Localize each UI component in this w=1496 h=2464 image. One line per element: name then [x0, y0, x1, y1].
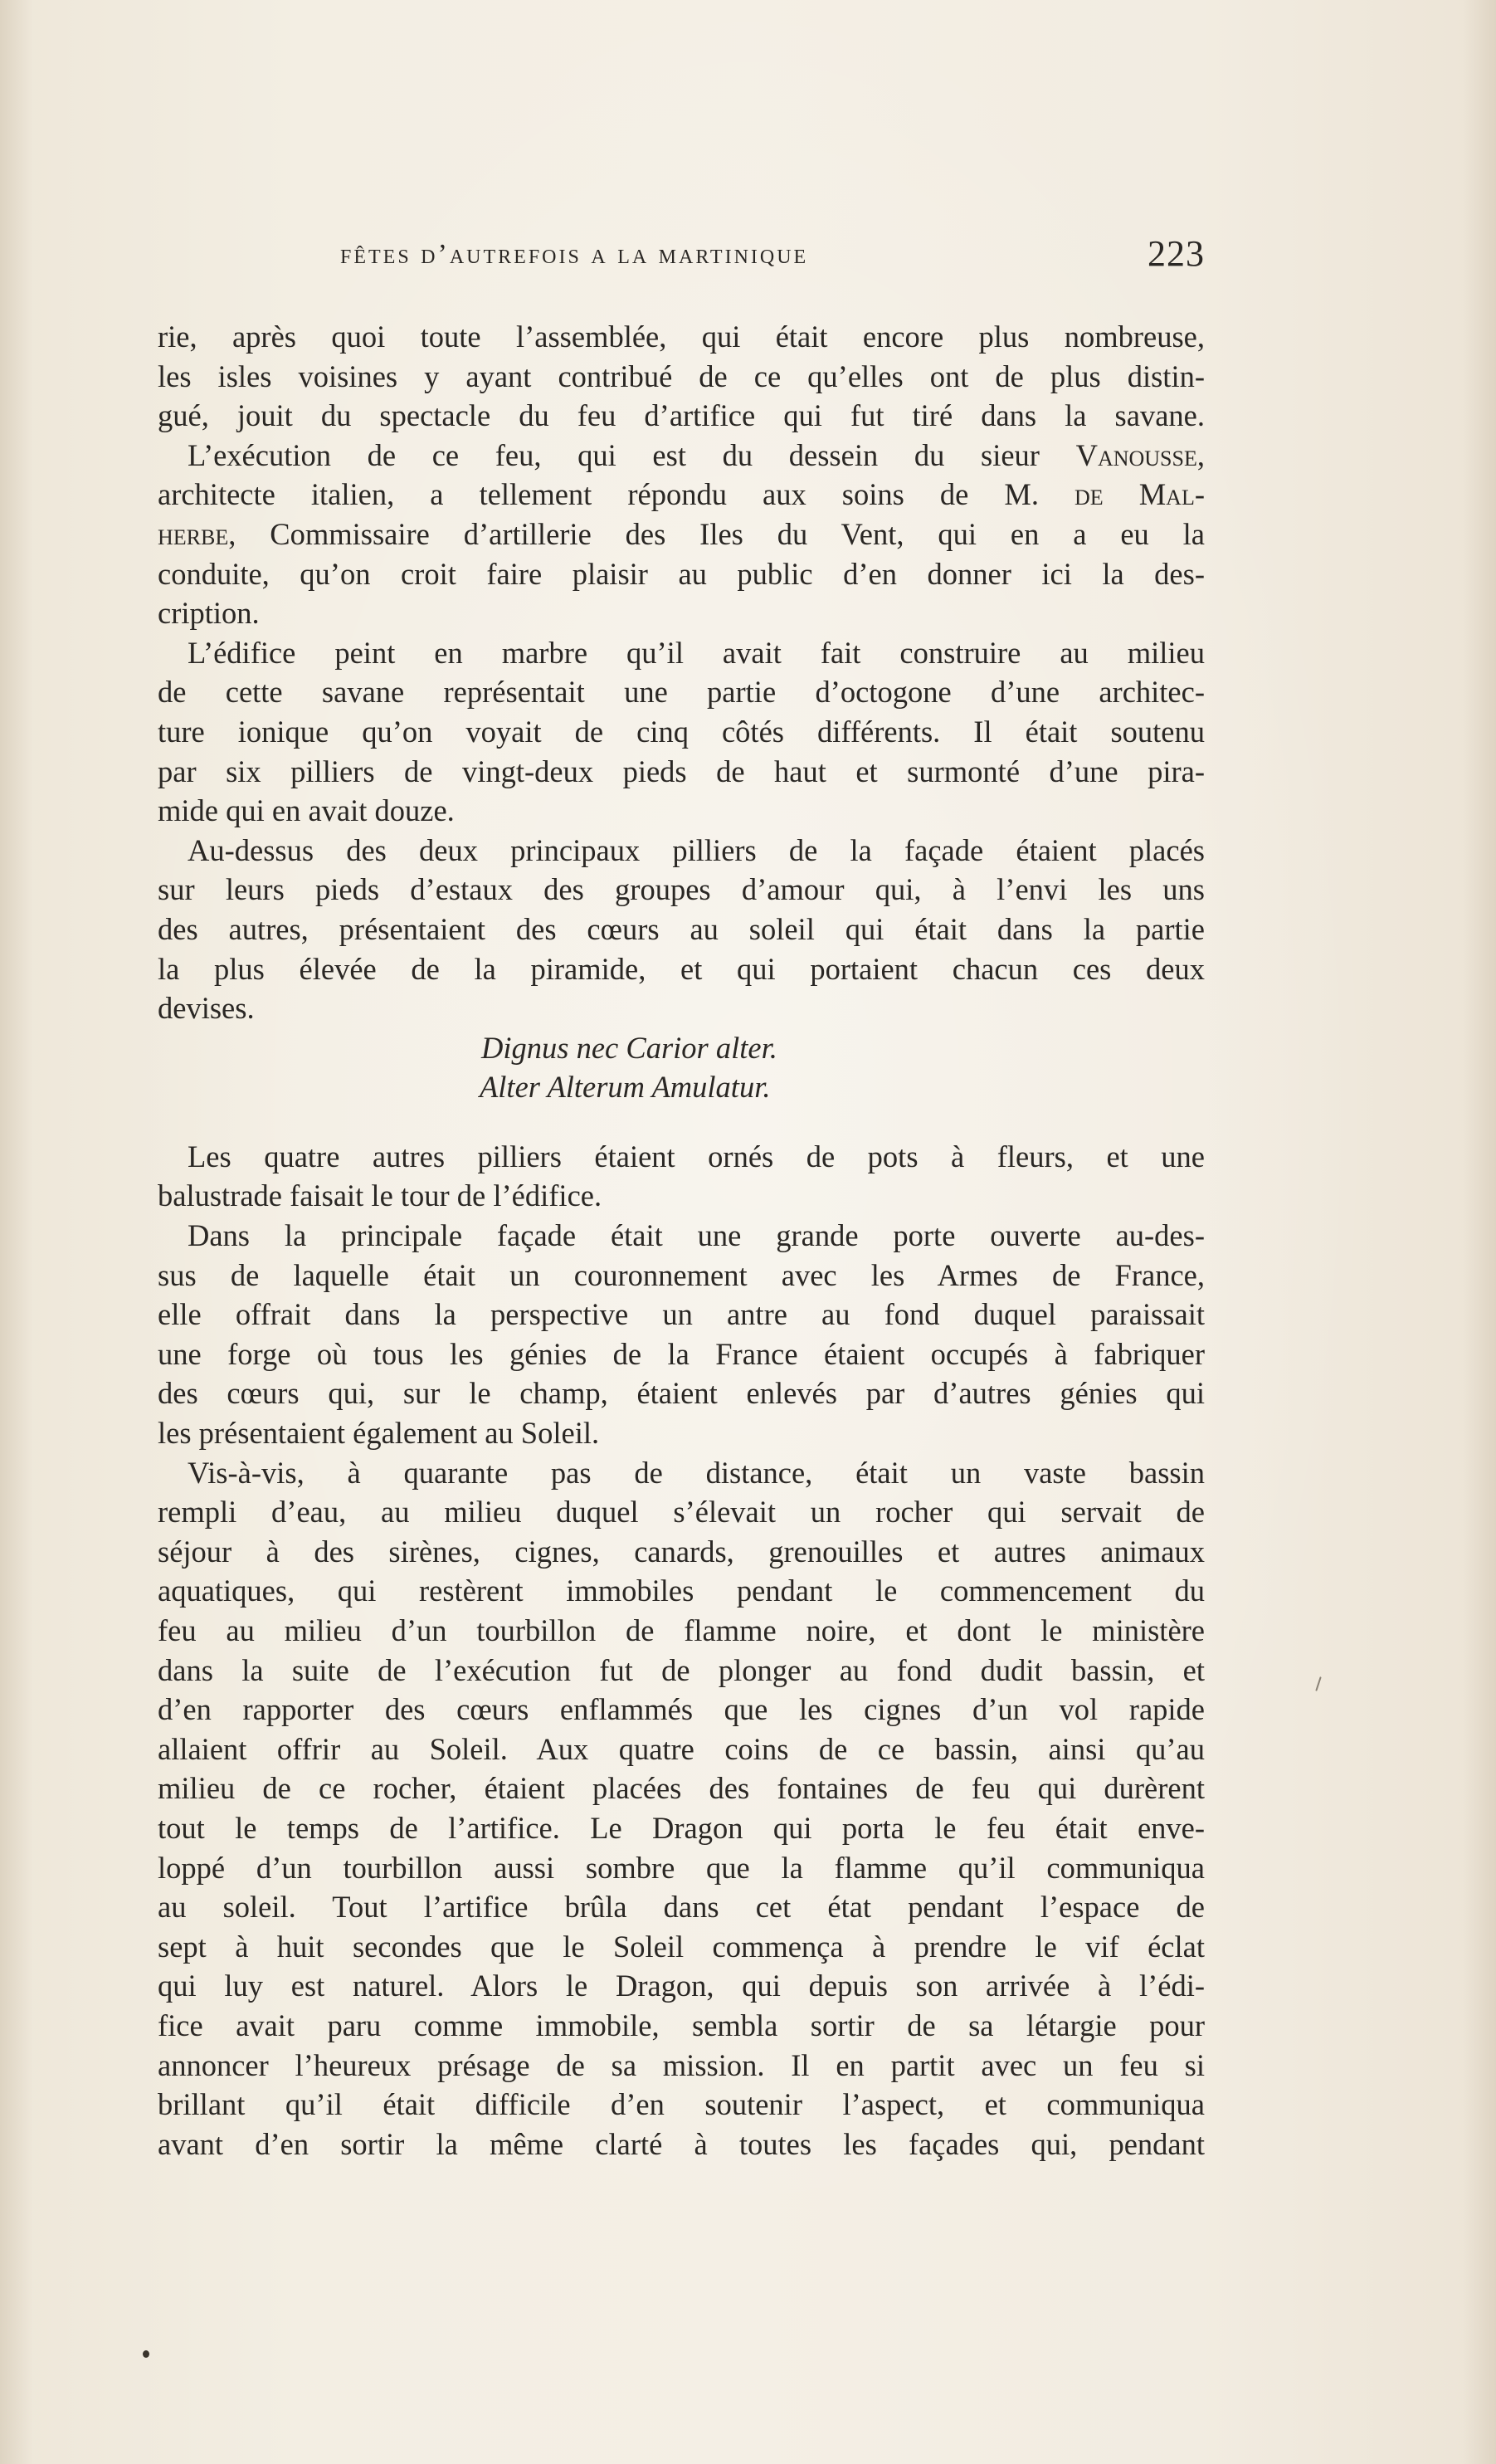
name-de-malherbe-part-2: herbe [158, 516, 229, 551]
text-line: des cœurs qui, sur le champ, étaient enlevés par d’autres génies qui [158, 1376, 1205, 1411]
motto-line: Alter Alterum Amulatur. [480, 1070, 771, 1105]
text-line: de cette savane représentait une partie d’octogone d’une architec- [158, 675, 1205, 710]
text-line: balustrade faisait le tour de l’édifice. [158, 1178, 602, 1213]
text-line: rie, après quoi toute l’assemblée, qui était encore plus nombreuse, [158, 320, 1205, 354]
ink-speck [143, 2350, 149, 2358]
text-line: séjour à des sirènes, cignes, canards, grenouilles et autres animaux [158, 1534, 1205, 1569]
text-line: d’en rapporter des cœurs enflammés que les cignes d’un vol rapide [158, 1692, 1205, 1727]
text-line: Les quatre autres pilliers étaient ornés de pots à fleurs, et une [188, 1139, 1205, 1173]
text-line: conduite, qu’on croit faire plaisir au public d’en donner ici la des- [158, 556, 1205, 591]
text-line: architecte italien, a tellement répondu aux soins de M. de Mal- [158, 477, 1205, 512]
text-line: gué, jouit du spectacle du feu d’artifice qui fut tiré dans la savane. [158, 398, 1205, 433]
text-line: loppé d’un tourbillon aussi sombre que la flamme qu’il communiqua [158, 1850, 1205, 1885]
text-line: dans la suite de l’exécution fut de plonger au fond dudit bassin, et [158, 1652, 1205, 1687]
text-line: feu au milieu d’un tourbillon de flamme noire, et dont le ministère [158, 1613, 1205, 1647]
text-line: Dans la principale façade était une grande porte ouverte au-des- [188, 1218, 1205, 1253]
ink-speck [1315, 1676, 1321, 1691]
text-line: Vis-à-vis, à quarante pas de distance, était un vaste bassin [188, 1455, 1205, 1490]
running-title-apostrophe: ’ [437, 239, 450, 270]
running-title-part-1: fêtes d [340, 239, 438, 270]
running-title-part-2: autrefois a la martinique [449, 239, 809, 270]
text-line: allaient offrir au Soleil. Aux quatre coins de ce bassin, ainsi qu’au [158, 1731, 1205, 1766]
name-vanousse: Vanousse [1075, 437, 1197, 472]
text-line: au soleil. Tout l’artifice brûla dans cet état pendant l’espace de [158, 1890, 1205, 1925]
text-line: fice avait paru comme immobile, sembla sortir de sa létargie pour [158, 2008, 1205, 2042]
text-line: les présentaient également au Soleil. [158, 1416, 600, 1451]
text-line: la plus élevée de la piramide, et qui portaient chacun ces deux [158, 951, 1205, 986]
motto-line: Dignus nec Carior alter. [481, 1030, 777, 1065]
page-number: 223 [1148, 233, 1205, 274]
text-line: sus de laquelle était un couronnement avec les Armes de France, [158, 1257, 1205, 1292]
text-line: des autres, présentaient des cœurs au soleil qui était dans la partie [158, 911, 1205, 946]
left-page-edge-shadow [0, 0, 33, 2464]
text-line: devises. [158, 991, 255, 1026]
running-title [340, 239, 808, 271]
text-line: elle offrait dans la perspective un antre au fond duquel paraissait [158, 1297, 1205, 1332]
text-line: Au-dessus des deux principaux pilliers de la façade étaient placés [188, 832, 1205, 867]
text-line: aquatiques, qui restèrent immobiles pendant le commencement du [158, 1574, 1205, 1608]
text-line: sur leurs pieds d’estaux des groupes d’amour qui, à l’envi les uns [158, 872, 1205, 907]
text-line: une forge où tous les génies de la France étaient occupés à fabriquer [158, 1336, 1205, 1371]
text-line: sept à huit secondes que le Soleil commença à prendre le vif éclat [158, 1929, 1205, 1964]
text-line: L’édifice peint en marbre qu’il avait fait construire au milieu [188, 635, 1205, 670]
name-de-malherbe-part-1: de Mal- [1074, 477, 1205, 512]
text-line: brillant qu’il était difficile d’en soutenir l’aspect, et communiqua [158, 2087, 1205, 2122]
body-text [158, 317, 1205, 2164]
text-line: tout le temps de l’artifice. Le Dragon qui porta le feu était enve- [158, 1810, 1205, 1845]
text-line: qui luy est naturel. Alors le Dragon, qui depuis son arrivée à l’édi- [158, 1969, 1205, 2003]
text-line: ture ionique qu’on voyait de cinq côtés différents. Il était soutenu [158, 714, 1205, 749]
text-line: mide qui en avait douze. [158, 793, 455, 828]
right-page-edge-shadow [1463, 0, 1496, 2464]
text-line: L’exécution de ce feu, qui est du dessein du sieur Vanousse, [188, 437, 1205, 472]
text-line: avant d’en sortir la même clarté à toutes les façades qui, pendant [158, 2126, 1205, 2161]
running-head [158, 232, 1205, 282]
text-line: les isles voisines y ayant contribué de ce qu’elles ont de plus distin- [158, 359, 1205, 393]
paragraph-gap [158, 1107, 1205, 1137]
text-line: par six pilliers de vingt-deux pieds de haut et surmonté d’une pira- [158, 754, 1205, 788]
text-line: herbe, Commissaire d’artillerie des Iles du Vent, qui en a eu la [158, 516, 1205, 551]
text-line: rempli d’eau, au milieu duquel s’élevait un rocher qui servait de [158, 1495, 1205, 1530]
text-line: annoncer l’heureux présage de sa mission. Il en partit avec un feu si [158, 2047, 1205, 2082]
text-line: milieu de ce rocher, étaient placées des fontaines de feu qui durèrent [158, 1771, 1205, 1806]
text-line: cription. [158, 596, 260, 631]
